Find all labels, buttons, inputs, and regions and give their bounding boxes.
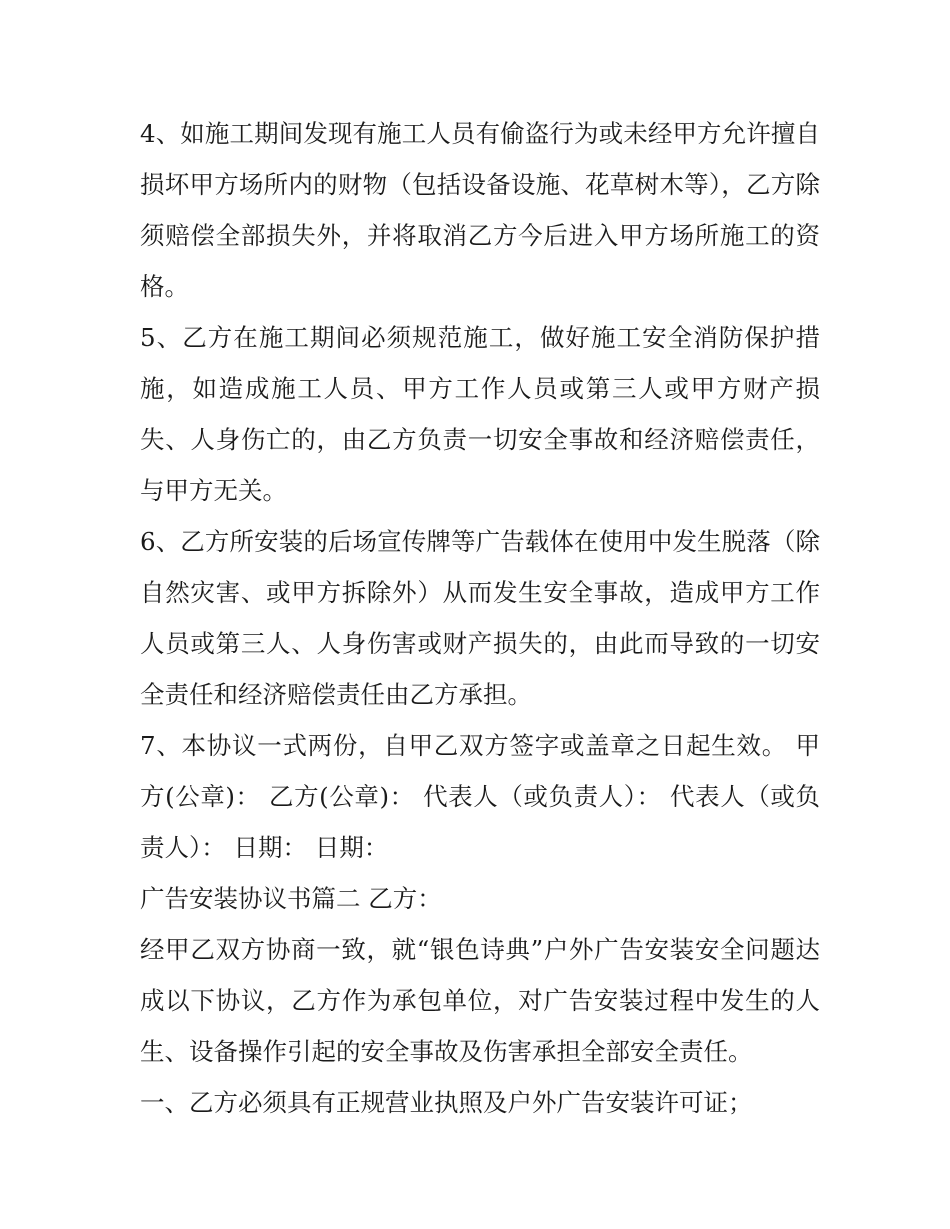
paragraph-clause-6: 6、乙方所安装的后场宣传牌等广告载体在使用中发生脱落（除自然灾害、或甲方拆除外）从而发生安全事故，造成甲方工作人员或第三人、人身伤害或财产损失的，由此而导致的一切安全责任和经济赔偿责任由乙方承担。 — [140, 527, 820, 709]
document-body — [140, 108, 820, 1128]
paragraph-intro: 经甲乙双方协商一致，就“银色诗典”户外广告安装安全问题达成以下协议，乙方作为承包单位，对广告安装过程中发生的人生、设备操作引起的安全事故及伤害承担全部安全责任。 — [140, 935, 820, 1066]
paragraph-clause-7: 7、本协议一式两份，自甲乙双方签字或盖章之日起生效。 甲方(公章)： 乙方(公章)： 代表人（或负责人）： 代表人（或负责人）： 日期： 日期： — [140, 731, 820, 862]
paragraph-clause-5: 5、乙方在施工期间必须规范施工，做好施工安全消防保护措施，如造成施工人员、甲方工作人员或第三人或甲方财产损失、人身伤亡的，由乙方负责一切安全事故和经济赔偿责任，与甲方无关。 — [140, 323, 820, 505]
section-heading: 广告安装协议书篇二 乙方： — [140, 884, 442, 913]
paragraph-clause-4: 4、如施工期间发现有施工人员有偷盗行为或未经甲方允许擅自损坏甲方场所内的财物（包括设备设施、花草树木等），乙方除须赔偿全部损失外，并将取消乙方今后进入甲方场所施工的资格。 — [140, 119, 820, 301]
paragraph-item-1: 一、乙方必须具有正规营业执照及户外广告安装许可证； — [140, 1088, 753, 1117]
